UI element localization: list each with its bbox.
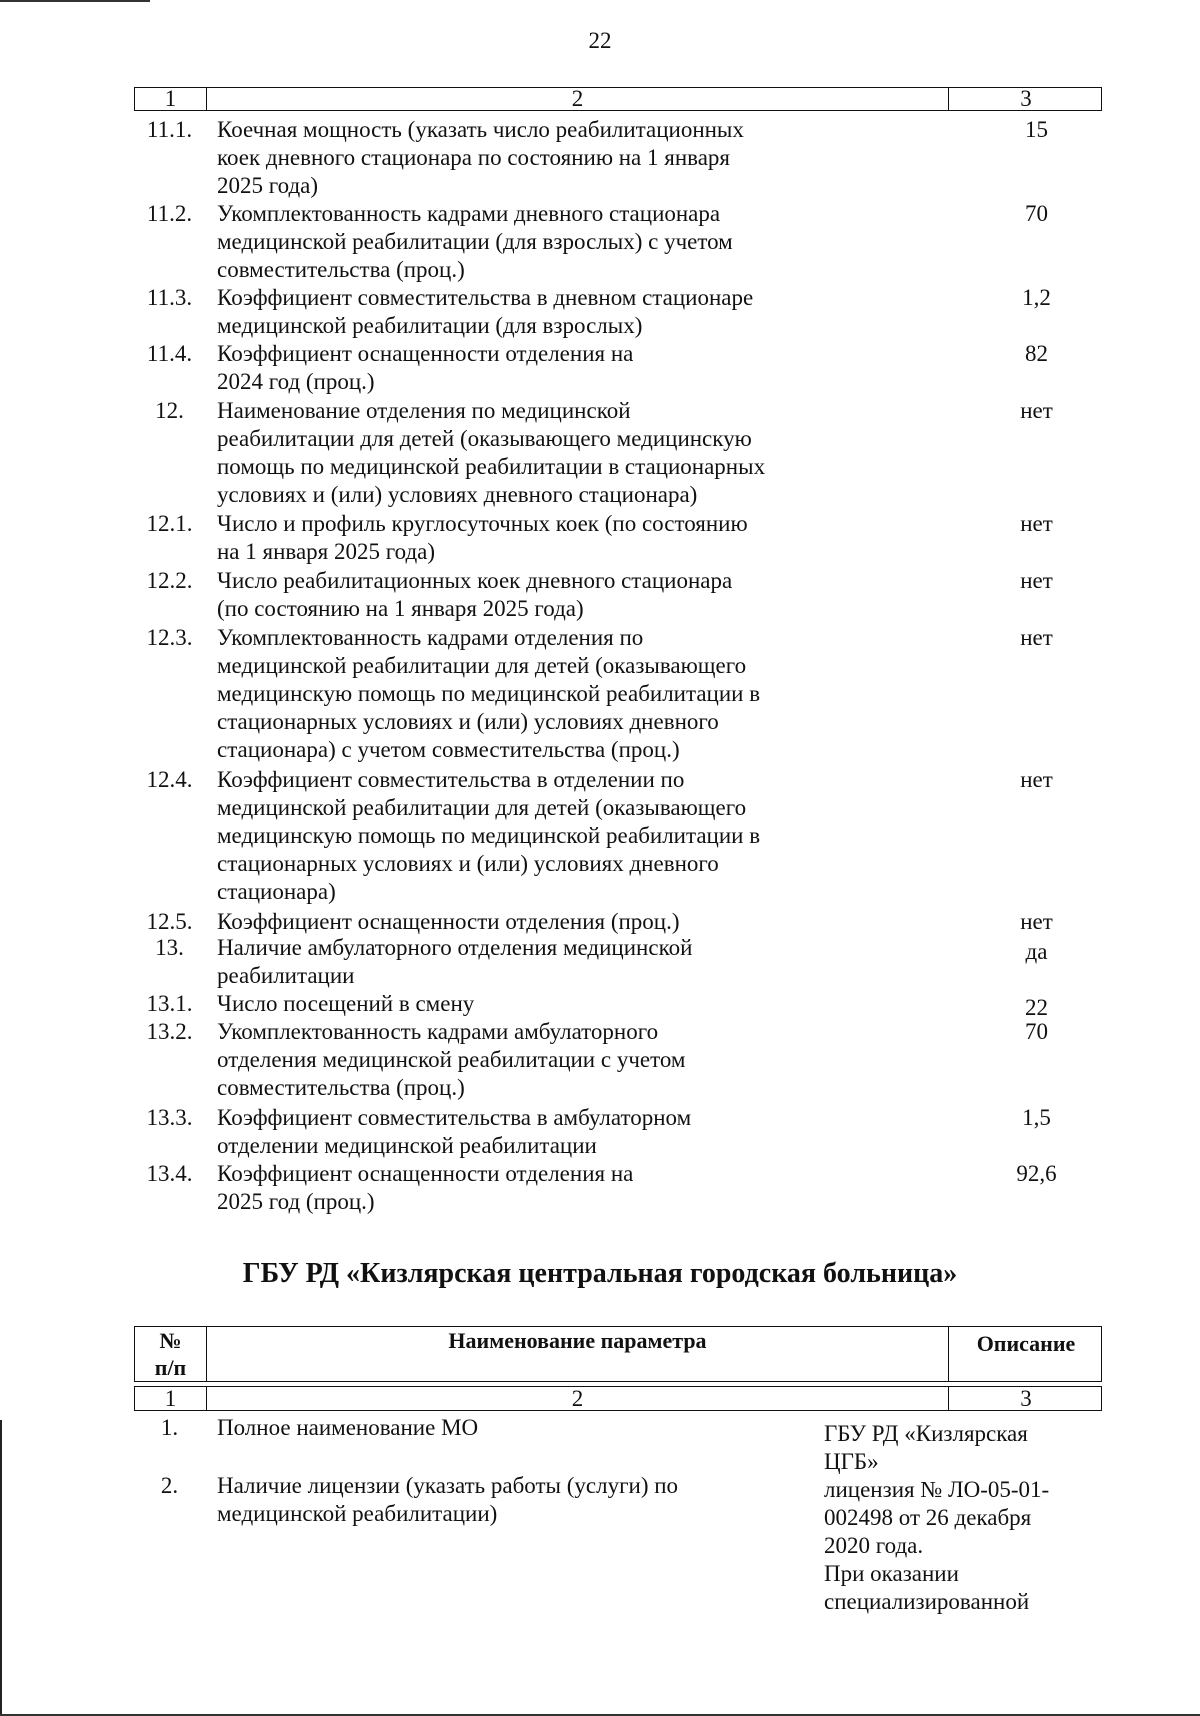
row-description: Наименование отделения по медицинской реабилитации для детей (оказывающего медицинскую помощь по медицинской реабилитации в стационарных условиях и (или) условиях дневного стационара): [217, 398, 766, 507]
row-value: 92,6: [1016, 1161, 1057, 1186]
row-number: 12.1.: [146, 511, 193, 536]
table2-column-numbers-row: [134, 1386, 1102, 1411]
row-value: нет: [1020, 625, 1053, 650]
row-description: Укомплектованность кадрами дневного стационара медицинской реабилитации (для взрослых) с учетом совместительства (проц.): [217, 201, 733, 282]
row-description: Укомплектованность кадрами амбулаторного отделения медицинской реабилитации с учетом совместительства (проц.): [217, 1019, 686, 1100]
row-value: 70: [1025, 201, 1048, 226]
table2-header-number-label: № п/п: [154, 1328, 187, 1380]
table1-header-col1: 1: [164, 86, 177, 111]
row-number: 11.3.: [146, 285, 193, 310]
row-number: 13.4.: [146, 1161, 193, 1186]
row-description: Наличие амбулаторного отделения медицинской реабилитации: [217, 935, 693, 988]
row-description: Коэффициент оснащенности отделения на 2024 год (проц.): [217, 341, 634, 394]
row-value: 22: [1025, 995, 1048, 1020]
row-description: Число реабилитационных коек дневного стационара (по состоянию на 1 января 2025 года): [217, 568, 733, 621]
table2-colnum-1: 1: [164, 1386, 177, 1411]
page-number: 22: [588, 28, 612, 53]
row-number: 12.3.: [146, 625, 193, 650]
table2-colnum-2: 2: [206, 1387, 948, 1410]
row-number: 12.2.: [146, 568, 193, 593]
scan-edge-left: [0, 1420, 2, 1716]
row-description: Полное наименование МО: [217, 1415, 479, 1440]
row-value: нет: [1020, 511, 1053, 536]
row-number: 13.1.: [146, 991, 193, 1016]
row-value: нет: [1020, 909, 1053, 934]
row-number: 13.: [155, 935, 184, 960]
row-description: Наличие лицензии (указать работы (услуги) по медицинской реабилитации): [217, 1473, 679, 1526]
table2-header-number: [135, 1327, 206, 1381]
row-number: 13.2.: [146, 1019, 193, 1044]
table2-header-row: [134, 1326, 1102, 1382]
row-value: 82: [1025, 341, 1048, 366]
row-description: Коэффициент оснащенности отделения на 2025 год (проц.): [217, 1161, 634, 1214]
row-number: 11.2.: [146, 201, 193, 226]
row-description: Коэффициент оснащенности отделения (проц.): [217, 909, 680, 934]
row-value: 1,5: [1022, 1105, 1051, 1130]
scan-edge-top: [0, 0, 150, 2]
row-description: Коэффициент совместительства в амбулаторном отделении медицинской реабилитации: [217, 1105, 692, 1158]
table1-header-col3: 3: [948, 88, 1103, 110]
table1-header-col2: 2: [206, 88, 948, 110]
row-value: 15: [1025, 117, 1048, 142]
row-value: нет: [1020, 398, 1053, 423]
row-description: Коэффициент совместительства в дневном стационаре медицинской реабилитации (для взрослых): [217, 285, 754, 338]
row-number: 12.4.: [146, 767, 193, 792]
row-description: Коечная мощность (указать число реабилитационных коек дневного стационара по состоянию на 1 января 2025 года): [217, 117, 744, 198]
row-value: нет: [1020, 568, 1053, 593]
table1-header-row: [134, 87, 1102, 111]
table2-header-description: Описание: [948, 1327, 1103, 1381]
section-title: ГБУ РД «Кизлярская центральная городская больница»: [242, 1258, 958, 1289]
row-value: нет: [1020, 767, 1053, 792]
row-description: Укомплектованность кадрами отделения по медицинской реабилитации для детей (оказывающего медицинскую помощь по медицинской реабилитации в стационарных условиях и (или) условиях дневного стационара) с учетом совместительства (проц.): [217, 625, 761, 762]
row-value: да: [1025, 939, 1048, 964]
row-description: Число и профиль круглосуточных коек (по состоянию на 1 января 2025 года): [217, 511, 748, 564]
row-value: 1,2: [1022, 285, 1051, 310]
row-number: 11.4.: [146, 341, 193, 366]
row-description: Коэффициент совместительства в отделении по медицинской реабилитации для детей (оказывающего медицинскую помощь по медицинской реабилитации в стационарных условиях и (или) условиях дневного стационара): [217, 767, 761, 904]
row-number: 11.1.: [146, 117, 193, 142]
row-number: 2.: [160, 1473, 179, 1498]
row-description: Число посещений в смену: [217, 991, 475, 1016]
row-value: 70: [1025, 1019, 1048, 1044]
row-value: ГБУ РД «Кизлярская ЦГБ»: [824, 1421, 1028, 1474]
row-number: 12.: [155, 398, 184, 423]
table2-header-parameter: Наименование параметра: [206, 1327, 948, 1381]
table2-colnum-3: 3: [948, 1387, 1103, 1410]
row-number: 1.: [160, 1415, 179, 1440]
row-number: 12.5.: [146, 909, 193, 934]
row-number: 13.3.: [146, 1105, 193, 1130]
row-value: лицензия № ЛО-05-01- 002498 от 26 декабря 2020 года. При оказании специализированной: [824, 1477, 1050, 1614]
